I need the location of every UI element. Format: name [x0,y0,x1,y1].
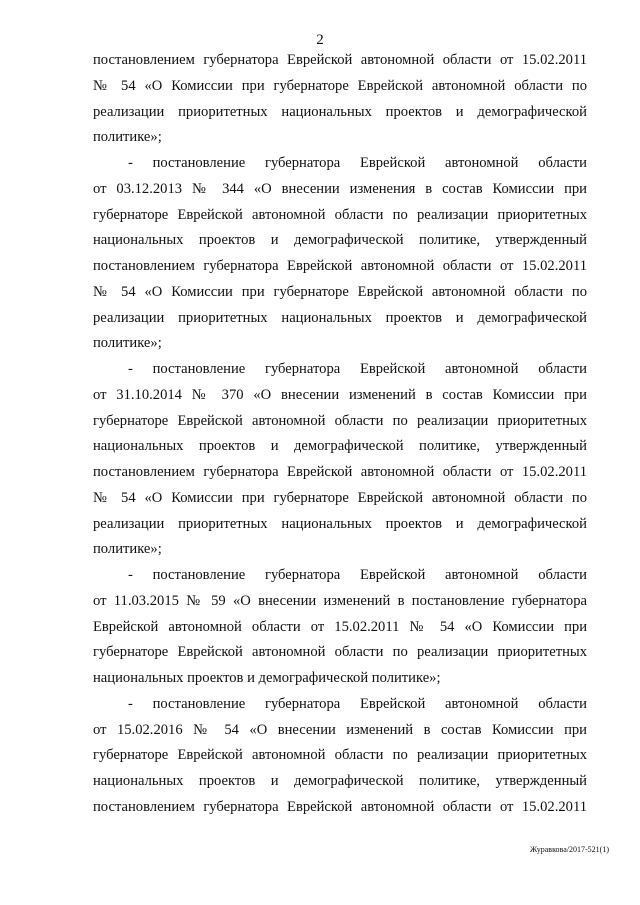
text-line: национальных проектов и демографической политике»; [93,670,441,686]
text-line: губернаторе Еврейской автономной области по реализации приоритетных [93,747,587,764]
text-line: постановлением губернатора Еврейской автономной области от 15.02.2011 [93,258,587,274]
text-line: - постановление губернатора Еврейской автономной области [128,695,587,712]
text-line: реализации приоритетных национальных проектов и демографической [93,309,587,326]
text-line: от 03.12.2013 № 344 «О внесении изменения в состав Комиссии при [93,180,587,197]
page-number: 2 [316,32,324,48]
text-line: постановлением губернатора Еврейской автономной области от 15.02.2011 [93,52,587,68]
text-line: национальных проектов и демографической политике, утвержденный [93,773,587,789]
document-body [93,48,587,821]
text-line: постановлением губернатора Еврейской автономной области от 15.02.2011 [93,798,587,815]
text-line: национальных проектов и демографической политике, утвержденный [93,438,587,455]
text-line: Еврейской автономной области от 15.02.2011 № 54 «О Комиссии при [93,618,587,635]
text-line: реализации приоритетных национальных проектов и демографической [93,515,587,532]
text-line: реализации приоритетных национальных проектов и демографической [93,103,587,120]
text-line: № 54 «О Комиссии при губернаторе Еврейской автономной области по [93,489,587,506]
text-line: - постановление губернатора Еврейской автономной области [128,567,587,583]
text-line: политике»; [93,541,162,558]
text-line: от 11.03.2015 № 59 «О внесении изменений в постановление губернатора [93,592,587,609]
text-line: постановлением губернатора Еврейской автономной области от 15.02.2011 [93,464,587,480]
text-line: от 31.10.2014 № 370 «О внесении изменений в состав Комиссии при [93,386,587,403]
text-line: политике»; [93,335,162,352]
text-line: № 54 «О Комиссии при губернаторе Еврейской автономной области по [93,77,587,94]
text-line: - постановление губернатора Еврейской автономной области [128,361,587,377]
text-line: № 54 «О Комиссии при губернаторе Еврейской автономной области по [93,283,587,300]
text-line: губернаторе Еврейской автономной области по реализации приоритетных [93,412,587,429]
document-footer-code: Журавкова/2017-521(1) [529,845,609,854]
text-line: политике»; [93,129,162,146]
text-line: национальных проектов и демографической политике, утвержденный [93,232,587,249]
text-line: от 15.02.2016 № 54 «О внесении изменений в состав Комиссии при [93,721,587,738]
text-line: губернаторе Еврейской автономной области по реализации приоритетных [93,206,587,223]
text-line: - постановление губернатора Еврейской автономной области [128,155,587,171]
text-line: губернаторе Еврейской автономной области по реализации приоритетных [93,644,587,661]
